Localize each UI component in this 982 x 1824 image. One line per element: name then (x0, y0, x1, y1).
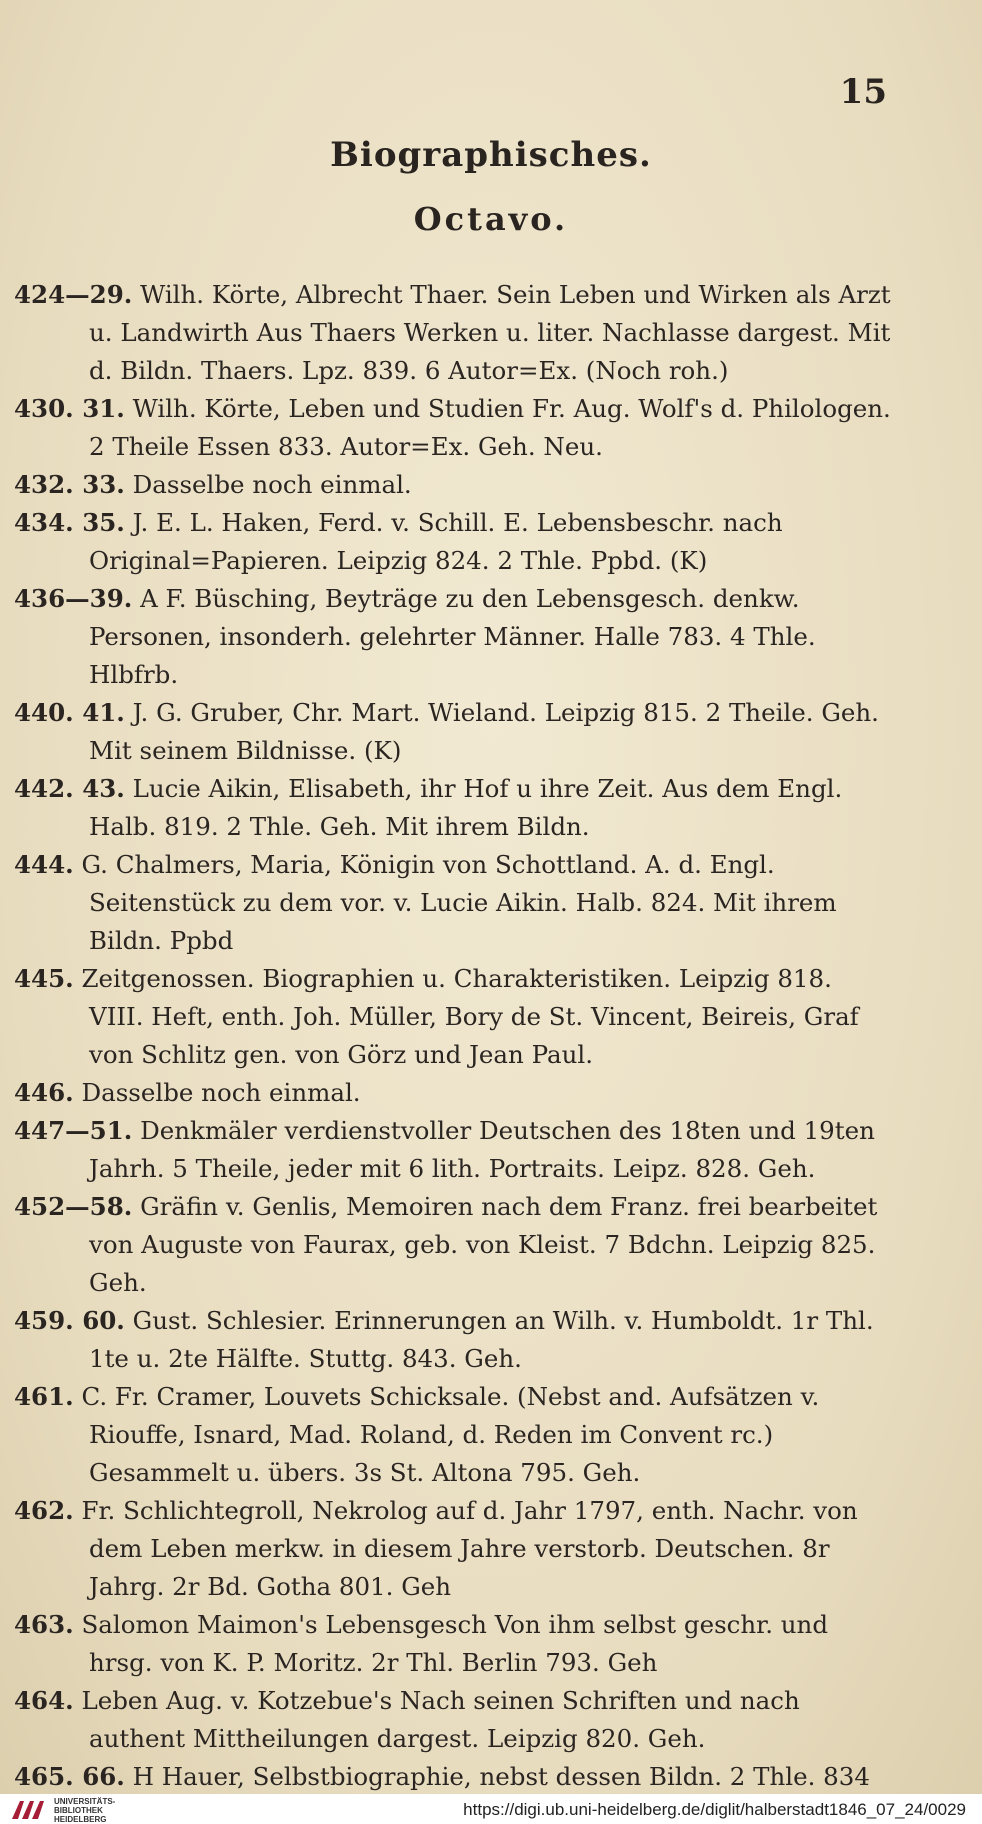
library-name-line3: HEIDELBERG (54, 1815, 107, 1824)
entry-text: H Hauer, Selbstbiographie, nebst dessen Bildn. 2 Thle. 834 (132, 1762, 870, 1791)
catalog-entry (14, 770, 894, 846)
entry-text: Fr. Schlichtegroll, Nekrolog auf d. Jahr 1797, enth. Nachr. von dem Leben merkw. in diesem Jahre verstorb. Deutschen. 8r Jahrg. 2r Bd. Gotha 801. Geh (81, 1496, 858, 1601)
page-number: 15 (839, 72, 887, 112)
catalog-entry (14, 1492, 894, 1606)
entry-text: Wilh. Körte, Albrecht Thaer. Sein Leben und Wirken als Arzt u. Landwirth Aus Thaers Werken u. liter. Nachlasse dargest. Mit d. Bildn. Thaers. Lpz. 839. 6 Autor=Ex. (Noch roh.) (89, 280, 891, 385)
entry-number: 462. (14, 1496, 74, 1525)
entry-text: J. E. L. Haken, Ferd. v. Schill. E. Lebensbeschr. nach Original=Papieren. Leipzig 824. 2 Thle. Ppbd. (K) (89, 508, 783, 575)
entry-number: 446. (14, 1078, 74, 1107)
catalog-entry (14, 1188, 894, 1302)
catalog-entry (14, 1112, 894, 1188)
catalog-entry (14, 960, 894, 1074)
entry-number: 445. (14, 964, 74, 993)
entry-number: 444. (14, 850, 74, 879)
catalog-entry (14, 1758, 894, 1794)
entry-text: A F. Büsching, Beyträge zu den Lebensgesch. denkw. Personen, insonderh. gelehrter Männer. Halle 783. 4 Thle. Hlbfrb. (89, 584, 816, 689)
entry-text: Dasselbe noch einmal. (132, 470, 412, 499)
entry-text: Salomon Maimon's Lebensgesch Von ihm selbst geschr. und hrsg. von K. P. Moritz. 2r Thl. Berlin 793. Geh (81, 1610, 829, 1677)
entry-text: Wilh. Körte, Leben und Studien Fr. Aug. Wolf's d. Philologen. 2 Theile Essen 833. Autor=Ex. Geh. Neu. (89, 394, 891, 461)
library-name-line1: UNIVERSITÄTS- (54, 1797, 116, 1806)
catalog-entry (14, 276, 894, 390)
catalog-entry (14, 390, 894, 466)
catalog-entries (14, 276, 894, 1794)
entry-text: Denkmäler verdienstvoller Deutschen des 18ten und 19ten Jahrh. 5 Theile, jeder mit 6 lith. Portraits. Leipz. 828. Geh. (89, 1116, 875, 1183)
catalog-entry (14, 1682, 894, 1758)
entry-text: Zeitgenossen. Biographien u. Charakteristiken. Leipzig 818. VIII. Heft, enth. Joh. Müller, Bory de St. Vincent, Beireis, Graf von Schlitz gen. von Görz und Jean Paul. (81, 964, 859, 1069)
catalog-entry (14, 1302, 894, 1378)
library-logo-icon (10, 1797, 46, 1821)
entry-number: 464. (14, 1686, 74, 1715)
catalog-entry (14, 580, 894, 694)
catalog-entry (14, 466, 894, 504)
entry-text: Dasselbe noch einmal. (81, 1078, 361, 1107)
entry-number: 447—51. (14, 1116, 133, 1145)
catalog-entry (14, 1378, 894, 1492)
section-title: Biographisches. (330, 135, 652, 175)
entry-text: Gust. Schlesier. Erinnerungen an Wilh. v. Humboldt. 1r Thl. 1te u. 2te Hälfte. Stuttg. 843. Geh. (89, 1306, 874, 1373)
entry-number: 432. 33. (14, 470, 125, 499)
catalog-entry (14, 846, 894, 960)
entry-number: 440. 41. (14, 698, 125, 727)
catalog-entry (14, 1074, 894, 1112)
entry-number: 461. (14, 1382, 74, 1411)
entry-text: Gräfin v. Genlis, Memoiren nach dem Franz. frei bearbeitet von Auguste von Faurax, geb. von Kleist. 7 Bdchn. Leipzig 825. Geh. (89, 1192, 878, 1297)
entry-number: 442. 43. (14, 774, 125, 803)
entry-text: G. Chalmers, Maria, Königin von Schottland. A. d. Engl. Seitenstück zu dem vor. v. Lucie Aikin. Halb. 824. Mit ihrem Bildn. Ppbd (81, 850, 837, 955)
entry-text: Lucie Aikin, Elisabeth, ihr Hof u ihre Zeit. Aus dem Engl. Halb. 819. 2 Thle. Geh. Mit ihrem Bildn. (89, 774, 843, 841)
entry-number: 463. (14, 1610, 74, 1639)
entry-number: 465. 66. (14, 1762, 125, 1791)
entry-number: 434. 35. (14, 508, 125, 537)
entry-text: Leben Aug. v. Kotzebue's Nach seinen Schriften und nach authent Mittheilungen dargest. Leipzig 820. Geh. (81, 1686, 800, 1753)
entry-number: 459. 60. (14, 1306, 125, 1335)
entry-text: C. Fr. Cramer, Louvets Schicksale. (Nebst and. Aufsätzen v. Riouffe, Isnard, Mad. Roland, d. Reden im Convent rc.) Gesammelt u. übers. 3s St. Altona 795. Geh. (81, 1382, 820, 1487)
entry-number: 430. 31. (14, 394, 125, 423)
section-subtitle: Octavo. (413, 200, 569, 238)
library-name-line2: BIBLIOTHEK (54, 1806, 103, 1815)
catalog-entry (14, 694, 894, 770)
entry-number: 436—39. (14, 584, 133, 613)
entry-number: 424—29. (14, 280, 133, 309)
source-url-link[interactable]: https://digi.ub.uni-heidelberg.de/diglit/halberstadt1846_07_24/0029 (463, 1800, 966, 1819)
catalog-entry (14, 1606, 894, 1682)
entry-number: 452—58. (14, 1192, 133, 1221)
library-name (54, 1797, 115, 1824)
catalog-entry (14, 504, 894, 580)
entry-text: J. G. Gruber, Chr. Mart. Wieland. Leipzig 815. 2 Theile. Geh. Mit seinem Bildnisse. (K) (89, 698, 879, 765)
